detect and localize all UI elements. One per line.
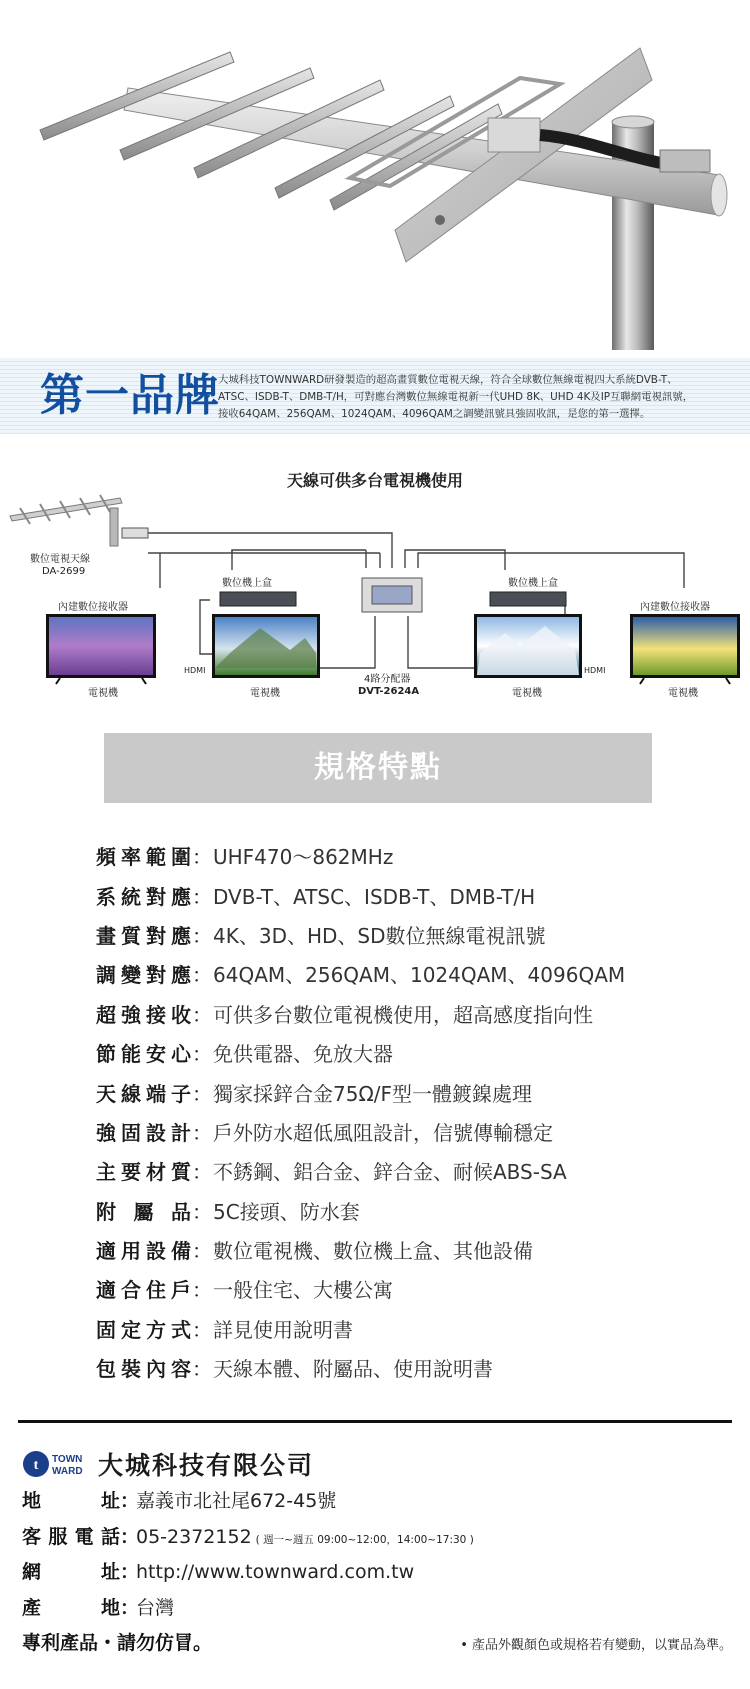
address-row: 地址 ： 嘉義市北社尾672-45號: [22, 1486, 732, 1522]
spec-label: 調變對應: [96, 963, 191, 988]
svg-text:t: t: [33, 1458, 39, 1473]
phone-value: 05-2372152: [136, 1525, 252, 1548]
spec-label: 適用設備: [96, 1239, 191, 1264]
splitter-model: DVT-2624A: [358, 686, 420, 697]
origin-value: 台灣: [136, 1596, 175, 1619]
splitter-icon: [362, 578, 422, 612]
brand-description-line: ATSC、ISDB-T、DMB-T/H，可對應台灣數位無線電視新一代UHD 8K、UHD 4K及IP互聯網電視訊號，: [218, 391, 694, 403]
spec-label: 天線端子: [96, 1081, 191, 1106]
spec-row: 調變對應 ： 64QAM、256QAM、1024QAM、4096QAM: [96, 954, 716, 993]
spec-row: 畫質對應 ： 4K、3D、HD、SD數位無線電視訊號: [96, 915, 716, 954]
spec-row: 超強接收 ： 可供多台數位電視機使用，超高感度指向性: [96, 994, 716, 1033]
spec-row: 主要材質 ： 不銹鋼、鋁合金、鋅合金、耐候ABS-SA: [96, 1151, 716, 1190]
phone-row: 客服電話 ： 05-2372152 ( 週一~週五 09:00~12:00，14:00~17:30 ): [22, 1522, 732, 1558]
spec-label: 系統對應: [96, 884, 191, 909]
company-header: [22, 1442, 732, 1486]
antenna-model: DA-2699: [42, 566, 86, 577]
website-row: 網址 ： http://www.townward.com.tw: [22, 1557, 732, 1593]
tv-1: [46, 614, 156, 684]
antenna-icon: [10, 495, 148, 546]
spec-row: 附屬品 ： 5C接頭、防水套: [96, 1191, 716, 1230]
tv-3: [474, 614, 582, 678]
brand-banner: [0, 358, 750, 434]
spec-value: 不銹鋼、鋁合金、鋅合金、耐候ABS-SA: [213, 1160, 567, 1185]
set-top-box-left: [220, 592, 296, 606]
info-label: 網址: [22, 1561, 120, 1583]
stb-label-left: 數位機上盒: [222, 578, 272, 589]
spec-value: 4K、3D、HD、SD數位無線電視訊號: [213, 923, 546, 948]
tv-label: 電視機: [88, 688, 118, 699]
spec-row: 包裝內容 ： 天線本體、附屬品、使用說明書: [96, 1348, 716, 1387]
spec-label: 包裝內容: [96, 1357, 191, 1382]
spec-value: 一般住宅、大樓公寓: [213, 1278, 393, 1303]
origin-row: 產地 ： 台灣: [22, 1593, 732, 1629]
divider: [18, 1420, 732, 1423]
address-value: 嘉義市北社尾672-45號: [136, 1490, 337, 1512]
spec-value: 詳見使用說明書: [213, 1317, 353, 1342]
spec-value: 64QAM、256QAM、1024QAM、4096QAM: [213, 963, 626, 988]
company-name: 大城科技有限公司: [98, 1451, 315, 1480]
spec-row: 強固設計 ： 戶外防水超低風阻設計，信號傳輸穩定: [96, 1112, 716, 1151]
spec-row: 系統對應 ： DVB-T、ATSC、ISDB-T、DMB-T/H: [96, 875, 716, 914]
info-label: 產地: [22, 1596, 120, 1619]
tv-label: 電視機: [250, 688, 280, 699]
spec-value: 可供多台數位電視機使用，超高感度指向性: [213, 1002, 593, 1027]
antenna-label: 數位電視天線: [30, 554, 90, 565]
spec-value: 數位電視機、數位機上盒、其他設備: [213, 1239, 533, 1264]
stb-label-right: 數位機上盒: [508, 578, 558, 589]
receiver-label-left: 內建數位接收器: [58, 602, 128, 613]
antenna-photo-illustration: [0, 0, 750, 350]
spec-row: 適合住戶 ： 一般住宅、大樓公寓: [96, 1269, 716, 1308]
disclaimer: • 產品外觀顏色或規格若有變動，以實品為準。: [460, 1638, 732, 1653]
spec-value: UHF470～862MHz: [213, 845, 394, 870]
spec-list: [96, 836, 716, 1387]
spec-label: 強固設計: [96, 1120, 191, 1145]
spec-value: DVB-T、ATSC、ISDB-T、DMB-T/H: [213, 884, 536, 909]
tv-4: [630, 614, 740, 684]
splitter-label: 4路分配器: [364, 674, 411, 685]
patent-notice: 專利產品・請勿仿冒。: [22, 1632, 213, 1654]
spec-label: 適合住戶: [96, 1278, 191, 1303]
logo-text-bottom: WARD: [52, 1466, 83, 1477]
spec-section-title: 規格特點: [104, 733, 652, 803]
spec-value: 免供電器、免放大器: [213, 1042, 393, 1067]
service-hours: ( 週一~週五 09:00~12:00，14:00~17:30 ): [255, 1533, 474, 1546]
brand-description-line: 接收64QAM、256QAM、1024QAM、4096QAM之調變訊號具強固收訊，是您的第一選擇。: [218, 408, 651, 420]
set-top-box-right: [490, 592, 566, 606]
spec-label: 節能安心: [96, 1042, 191, 1067]
spec-row: 天線端子 ： 獨家採鋅合金75Ω/F型一體鍍鎳處理: [96, 1072, 716, 1111]
spec-row: 固定方式 ： 詳見使用說明書: [96, 1309, 716, 1348]
connection-diagram: [0, 468, 750, 708]
tv-label: 電視機: [512, 688, 542, 699]
spec-row: 節能安心 ： 免供電器、免放大器: [96, 1033, 716, 1072]
product-photo: [0, 0, 750, 350]
brand-title: 第一品牌: [40, 370, 220, 421]
hdmi-label-left: HDMI: [184, 666, 206, 675]
spec-label: 超強接收: [96, 1002, 191, 1027]
company-info: [22, 1442, 732, 1664]
notice-row: [22, 1628, 732, 1664]
diagram-title: 天線可供多台電視機使用: [286, 471, 463, 490]
spec-value: 5C接頭、防水套: [213, 1199, 360, 1224]
brand-description: [218, 372, 738, 423]
website-link[interactable]: http://www.townward.com.tw: [136, 1561, 415, 1583]
spec-row: 頻率範圍 ： UHF470～862MHz: [96, 836, 716, 875]
receiver-label-right: 內建數位接收器: [640, 602, 710, 613]
spec-label: 附屬品: [96, 1199, 191, 1224]
spec-row: 適用設備 ： 數位電視機、數位機上盒、其他設備: [96, 1230, 716, 1269]
townward-logo: [22, 1448, 92, 1480]
diagram-graphic: [0, 468, 750, 708]
tv-label: 電視機: [668, 688, 698, 699]
spec-value: 戶外防水超低風阻設計，信號傳輸穩定: [213, 1120, 553, 1145]
spec-label: 畫質對應: [96, 923, 191, 948]
hdmi-label-right: HDMI: [584, 666, 606, 675]
logo-text-top: TOWN: [52, 1454, 83, 1465]
brand-description-line: 大城科技TOWNWARD研發製造的超高畫質數位電視天線，符合全球數位無線電視四大系統DVB-T、: [218, 374, 678, 386]
spec-value: 天線本體、附屬品、使用說明書: [213, 1357, 493, 1382]
spec-label: 固定方式: [96, 1317, 191, 1342]
spec-label: 頻率範圍: [96, 845, 191, 870]
spec-label: 主要材質: [96, 1160, 191, 1185]
tv-2: [212, 614, 320, 678]
spec-value: 獨家採鋅合金75Ω/F型一體鍍鎳處理: [213, 1081, 532, 1106]
info-label: 地址: [22, 1490, 120, 1512]
info-label: 客服電話: [22, 1525, 120, 1548]
